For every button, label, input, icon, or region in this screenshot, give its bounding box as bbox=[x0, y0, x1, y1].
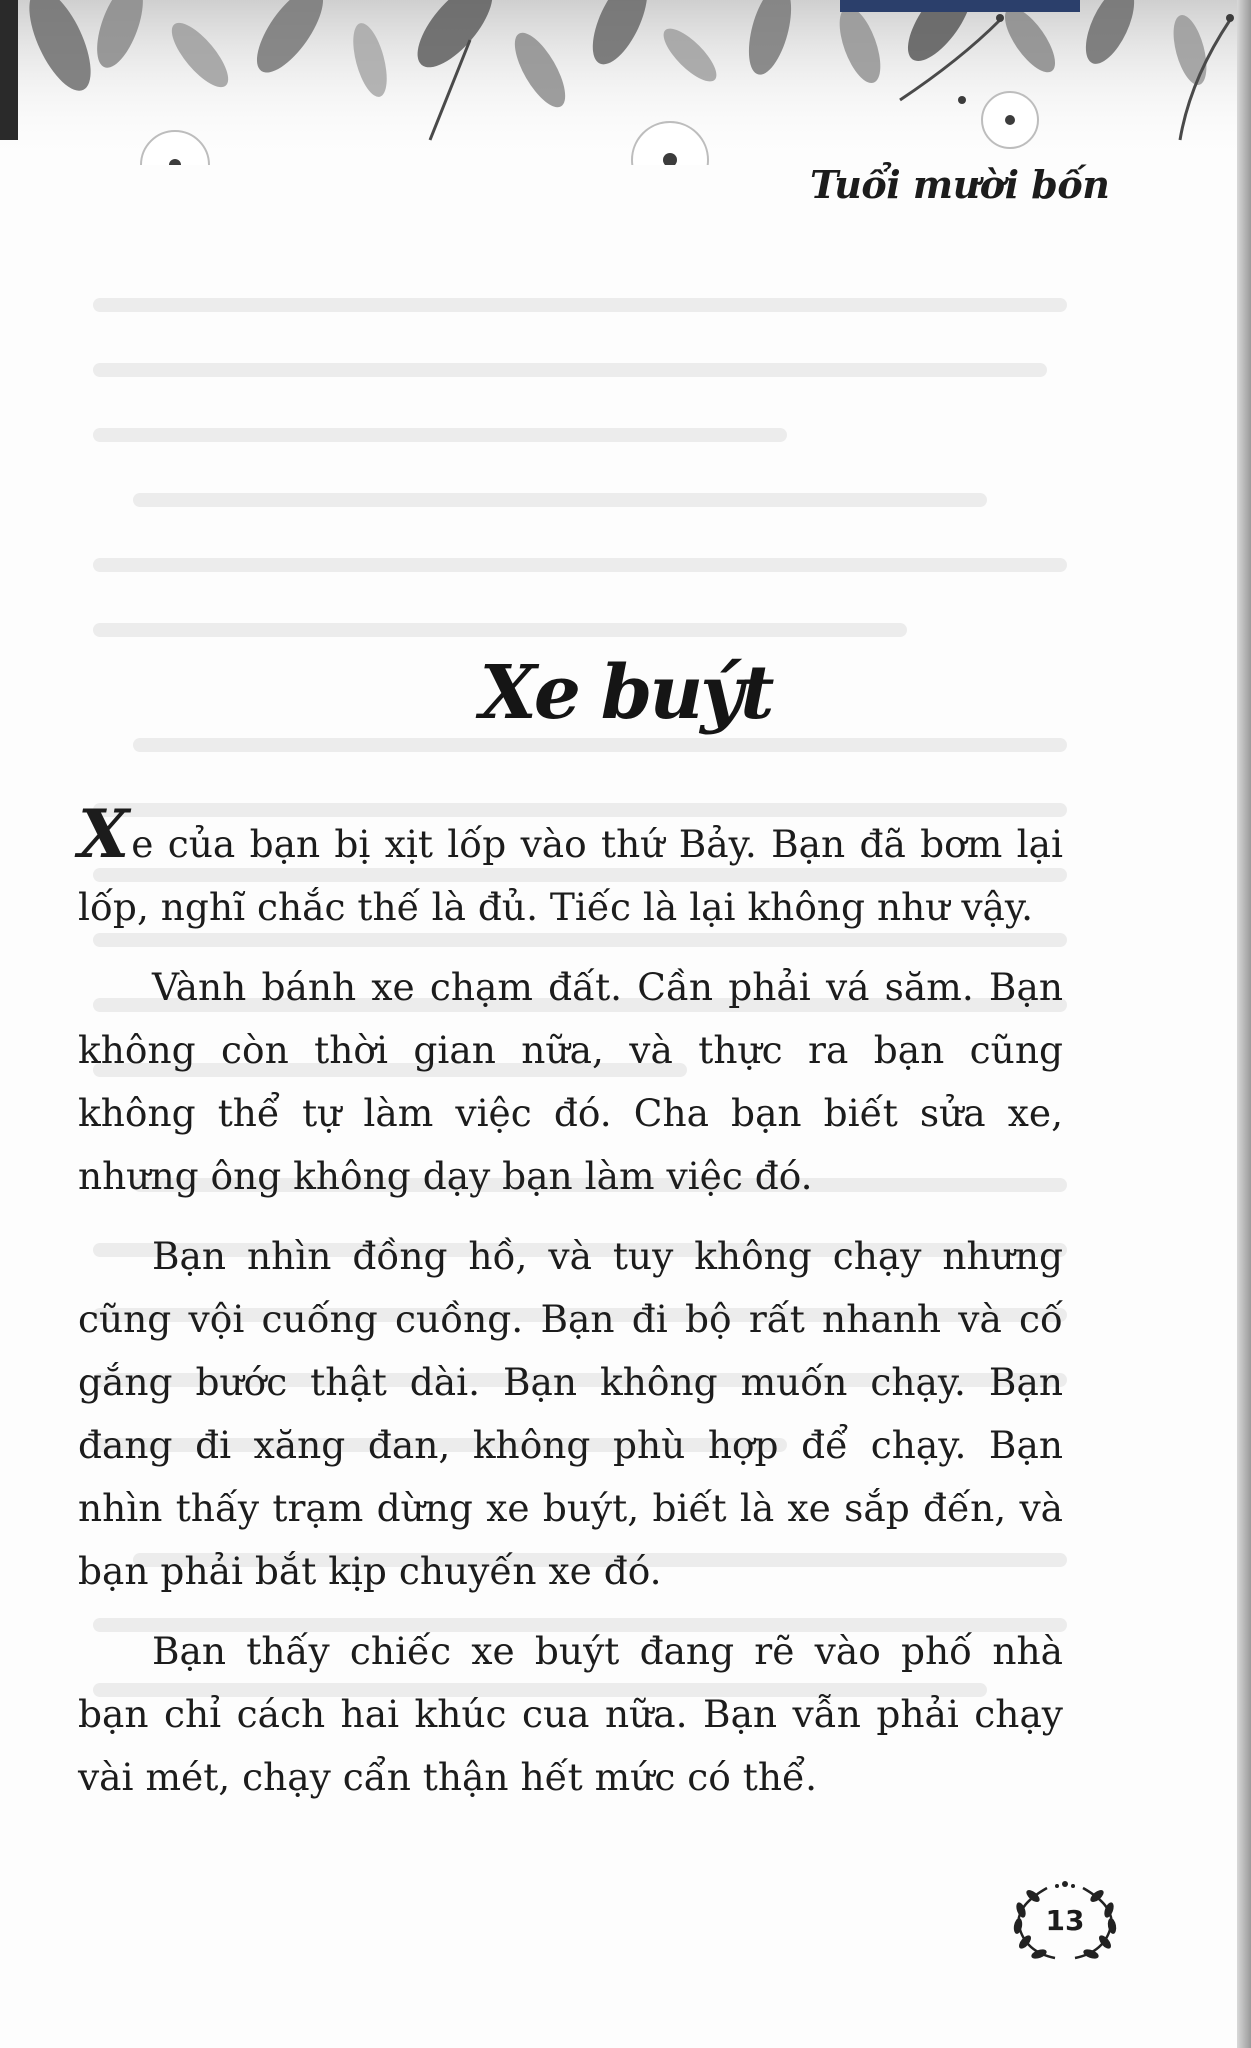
chapter-title: Xe buýt bbox=[479, 649, 772, 736]
page-edge-shadow bbox=[1237, 0, 1251, 2048]
paragraph bbox=[78, 795, 1063, 939]
body-text bbox=[78, 795, 1063, 1826]
paragraph: Bạn thấy chiếc xe buýt đang rẽ vào phố nhà bạn chỉ cách hai khúc cua nữa. Bạn vẫn phải chạy vài mét, chạy cẩn thận hết mức có thể. bbox=[78, 1629, 1063, 1799]
page-number-ornament bbox=[1007, 1876, 1123, 1966]
paragraph: Bạn nhìn đồng hồ, và tuy không chạy nhưng cũng vội cuống cuồng. Bạn đi bộ rất nhanh và cố gắng bước thật dài. Bạn không muốn chạy. Bạn đang đi xăng đan, không phù hợp để chạy. Bạn nhìn thấy trạm dừng xe buýt, biết là xe sắp đến, và bạn phải bắt kịp chuyến xe đó. bbox=[78, 1234, 1063, 1593]
page-number: 13 bbox=[1045, 1904, 1085, 1937]
header-leaves-illustration bbox=[0, 0, 1251, 165]
running-head: Tuổi mười bốn bbox=[810, 162, 1110, 207]
paragraph-text: e của bạn bị xịt lốp vào thứ Bảy. Bạn đã bơm lại lốp, nghĩ chắc thế là đủ. Tiếc là lại không như vậy. bbox=[78, 822, 1063, 929]
paragraph: Vành bánh xe chạm đất. Cần phải vá săm. Bạn không còn thời gian nữa, và thực ra bạn cũng không thể tự làm việc đó. Cha bạn biết sửa xe, nhưng ông không dạy bạn làm việc đó. bbox=[78, 965, 1063, 1198]
drop-cap: X bbox=[78, 795, 130, 873]
